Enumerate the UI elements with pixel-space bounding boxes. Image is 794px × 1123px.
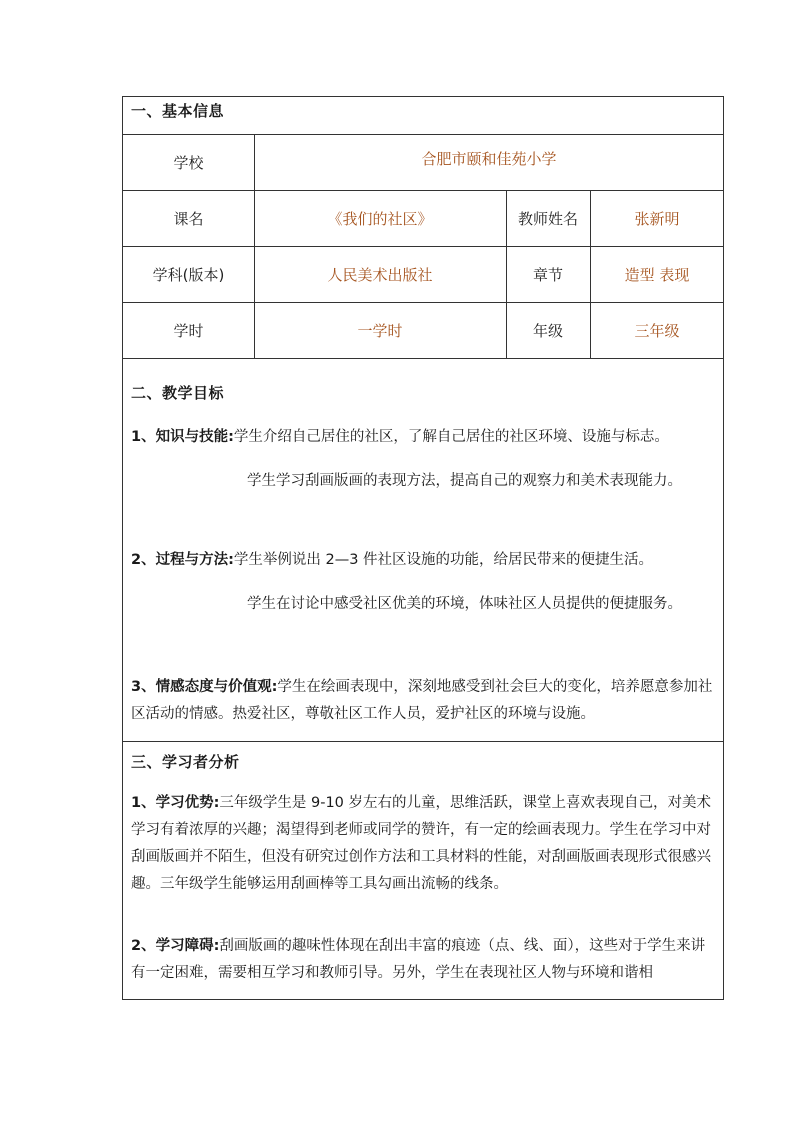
section-learner-title: 三、学习者分析: [131, 753, 240, 771]
goal-attitude: [131, 674, 715, 728]
course-label: 课名: [173, 209, 204, 228]
goal-knowledge-2: 学生学习刮画版画的表现方法，提高自己的观察力和美术表现能力。: [247, 473, 682, 489]
goal-knowledge-label: 1、知识与技能:: [131, 429, 234, 445]
school-value: 合肥市颐和佳苑小学: [421, 149, 557, 168]
analysis-advantage-label: 1、学习优势:: [131, 795, 220, 811]
chapter-label: 章节: [532, 265, 563, 284]
goal-attitude-label: 3、情感态度与价值观:: [131, 679, 278, 695]
chapter-value: 造型 表现: [624, 265, 690, 284]
goal-knowledge-text: 学生介绍自己居住的社区，了解自己居住的社区环境、设施与标志。: [233, 429, 669, 445]
subject-label: 学科(版本): [152, 265, 225, 284]
goal-knowledge: [131, 424, 715, 451]
analysis-obstacle-label: 2、学习障碍:: [131, 938, 220, 954]
subject-value: 人民美术出版社: [327, 265, 433, 284]
goal-process-text: 学生举例说出 2—3 件社区设施的功能，给居民带来的便捷生活。: [233, 552, 654, 568]
course-value: 《我们的社区》: [327, 209, 433, 228]
goal-process-2: 学生在讨论中感受社区优美的环境，体味社区人员提供的便捷服务。: [247, 596, 682, 612]
goal-process: [131, 547, 715, 574]
hours-value: 一学时: [357, 321, 403, 340]
school-label: 学校: [173, 153, 204, 172]
goal-attitude-text: 学生在绘画表现中，深刻地感受到社会巨大的变化，培养愿意参加社区活动的情感。热爱社区，尊敬社区工作人员，爱护社区的环境与设施。: [131, 679, 713, 722]
divider: [123, 741, 723, 742]
grade-value: 三年级: [634, 321, 680, 340]
goal-process-label: 2、过程与方法:: [131, 552, 234, 568]
hours-label: 学时: [173, 321, 204, 340]
analysis-advantage: [131, 790, 715, 898]
lesson-plan-table: [122, 96, 724, 1000]
teacher-value: 张新明: [634, 209, 680, 228]
grade-label: 年级: [532, 321, 563, 340]
divider: [123, 358, 723, 359]
section-basic-info-title: 一、基本信息: [131, 102, 225, 120]
teacher-label: 教师姓名: [517, 209, 578, 228]
analysis-obstacle: [131, 933, 715, 987]
section-goals-title: 二、教学目标: [131, 384, 225, 402]
analysis-obstacle-text: 刮画版画的趣味性体现在刮出丰富的痕迹（点、线、面），这些对于学生来讲有一定困难，需要相互学习和教师引导。另外，学生在表现社区人物与环境和谐相: [131, 938, 706, 981]
analysis-advantage-text: 三年级学生是 9-10 岁左右的儿童，思维活跃，课堂上喜欢表现自己，对美术学习有着浓厚的兴趣；渴望得到老师或同学的赞许，有一定的绘画表现力。学生在学习中对刮画版画并不陌生，但没有研究过创作方法和工具材料的性能，对刮画版画表现形式很感兴趣。三年级学生能够运用刮画棒等工具勾画出流畅的线条。: [131, 795, 712, 892]
